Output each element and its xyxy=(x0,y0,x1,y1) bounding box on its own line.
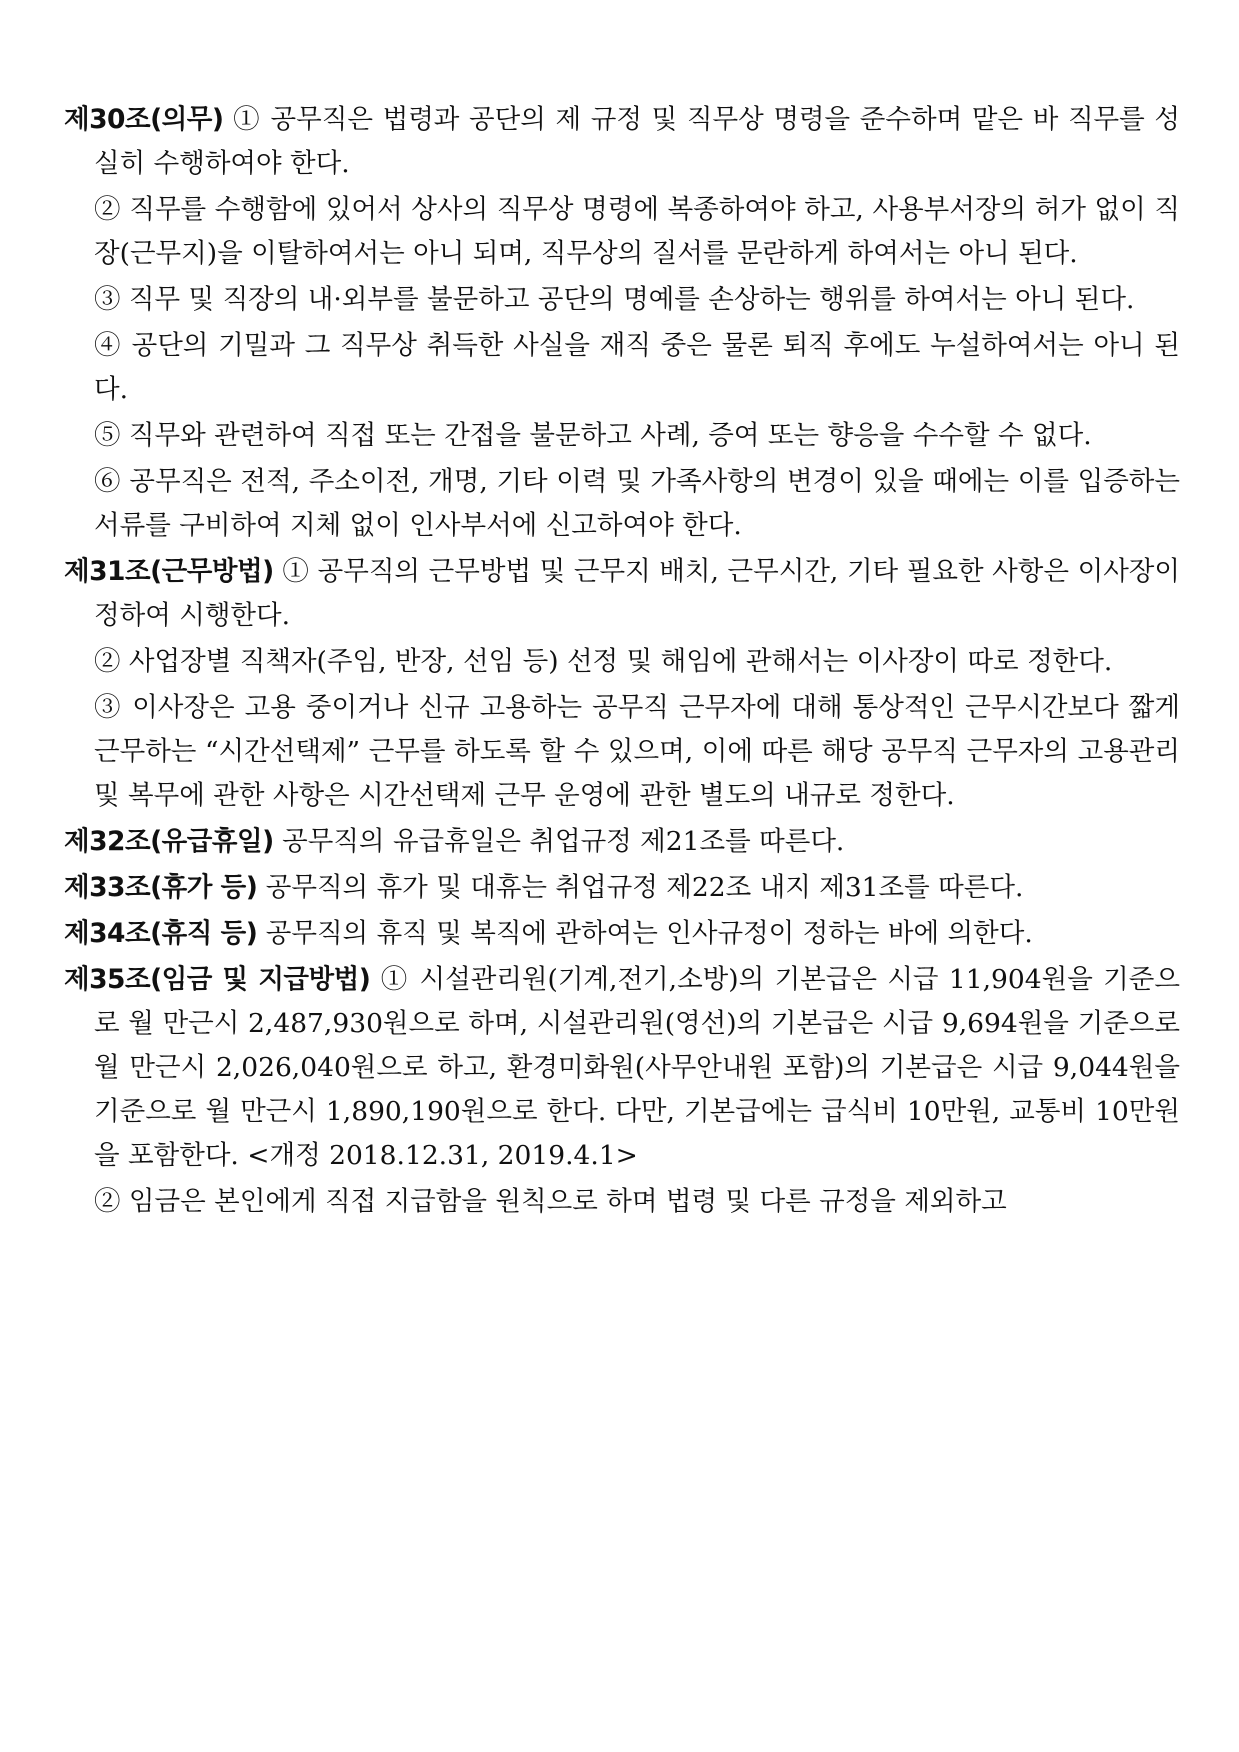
article-34 xyxy=(64,912,1180,956)
clause: ③ 이사장은 고용 중이거나 신규 고용하는 공무직 근무자에 대해 통상적인 근무시간보다 짧게 근무하는 “시간선택제” 근무를 하도록 할 수 있으며, 이에 따른 해당 공무직 근무자의 고용관리 및 복무에 관한 사항은 시간선택제 근무 운영에 관한 별도의 내규로 정한다. xyxy=(94,692,1180,811)
article-title: 제31조(근무방법) xyxy=(64,556,274,587)
clause: ⑤ 직무와 관련하여 직접 또는 간접을 불문하고 사례, 증여 또는 향응을 수수할 수 없다. xyxy=(94,420,1092,451)
article-text: ① 공무직은 법령과 공단의 제 규정 및 직무상 명령을 준수하며 맡은 바 직무를 성실히 수행하여야 한다. xyxy=(94,104,1180,179)
article-title: 제34조(휴직 등) xyxy=(64,918,258,949)
article-text: 공무직의 휴직 및 복직에 관하여는 인사규정이 정하는 바에 의한다. xyxy=(257,918,1033,949)
clause: ② 임금은 본인에게 직접 지급함을 원칙으로 하며 법령 및 다른 규정을 제외하고 xyxy=(94,1186,1007,1217)
article-title: 제30조(의무) xyxy=(64,104,224,135)
clause: ③ 직무 및 직장의 내·외부를 불문하고 공단의 명예를 손상하는 행위를 하여서는 아니 된다. xyxy=(94,284,1135,315)
article-30 xyxy=(64,98,1180,186)
clause: ② 직무를 수행함에 있어서 상사의 직무상 명령에 복종하여야 하고, 사용부서장의 허가 없이 직장(근무지)을 이탈하여서는 아니 되며, 직무상의 질서를 문란하게 하여서는 아니 된다. xyxy=(94,194,1180,269)
clause: ⑥ 공무직은 전적, 주소이전, 개명, 기타 이력 및 가족사항의 변경이 있을 때에는 이를 입증하는 서류를 구비하여 지체 없이 인사부서에 신고하여야 한다. xyxy=(94,466,1180,541)
article-text: ① 공무직의 근무방법 및 근무지 배치, 근무시간, 기타 필요한 사항은 이사장이 정하여 시행한다. xyxy=(94,556,1180,631)
clause: ④ 공단의 기밀과 그 직무상 취득한 사실을 재직 중은 물론 퇴직 후에도 누설하여서는 아니 된다. xyxy=(94,330,1180,405)
article-33 xyxy=(64,866,1180,910)
clause: ② 사업장별 직책자(주임, 반장, 선임 등) 선정 및 해임에 관해서는 이사장이 따로 정한다. xyxy=(94,646,1113,677)
article-title: 제35조(임금 및 지급방법) xyxy=(64,964,371,995)
article-text: 공무직의 휴가 및 대휴는 취업규정 제22조 내지 제31조를 따른다. xyxy=(257,872,1024,903)
article-31 xyxy=(64,550,1180,638)
article-title: 제33조(휴가 등) xyxy=(64,872,258,903)
article-title: 제32조(유급휴일) xyxy=(64,826,274,857)
article-text: ① 시설관리원(기계,전기,소방)의 기본급은 시급 11,904원을 기준으로 월 만근시 2,487,930원으로 하며, 시설관리원(영선)의 기본급은 시급 9,694원을 기준으로 월 만근시 2,026,040원으로 하고, 환경미화원(사무안내원 포함)의 기본급은 시급 9,044원을 기준으로 월 만근시 1,890,190원으로 한다. 다만, 기본급에는 급식비 10만원, 교통비 10만원을 포함한다. <개정 2018.12.31, 2019.4.1> xyxy=(94,964,1180,1171)
article-text: 공무직의 유급휴일은 취업규정 제21조를 따른다. xyxy=(273,826,845,857)
article-35 xyxy=(64,958,1180,1178)
document-page xyxy=(64,98,1180,1226)
article-32 xyxy=(64,820,1180,864)
